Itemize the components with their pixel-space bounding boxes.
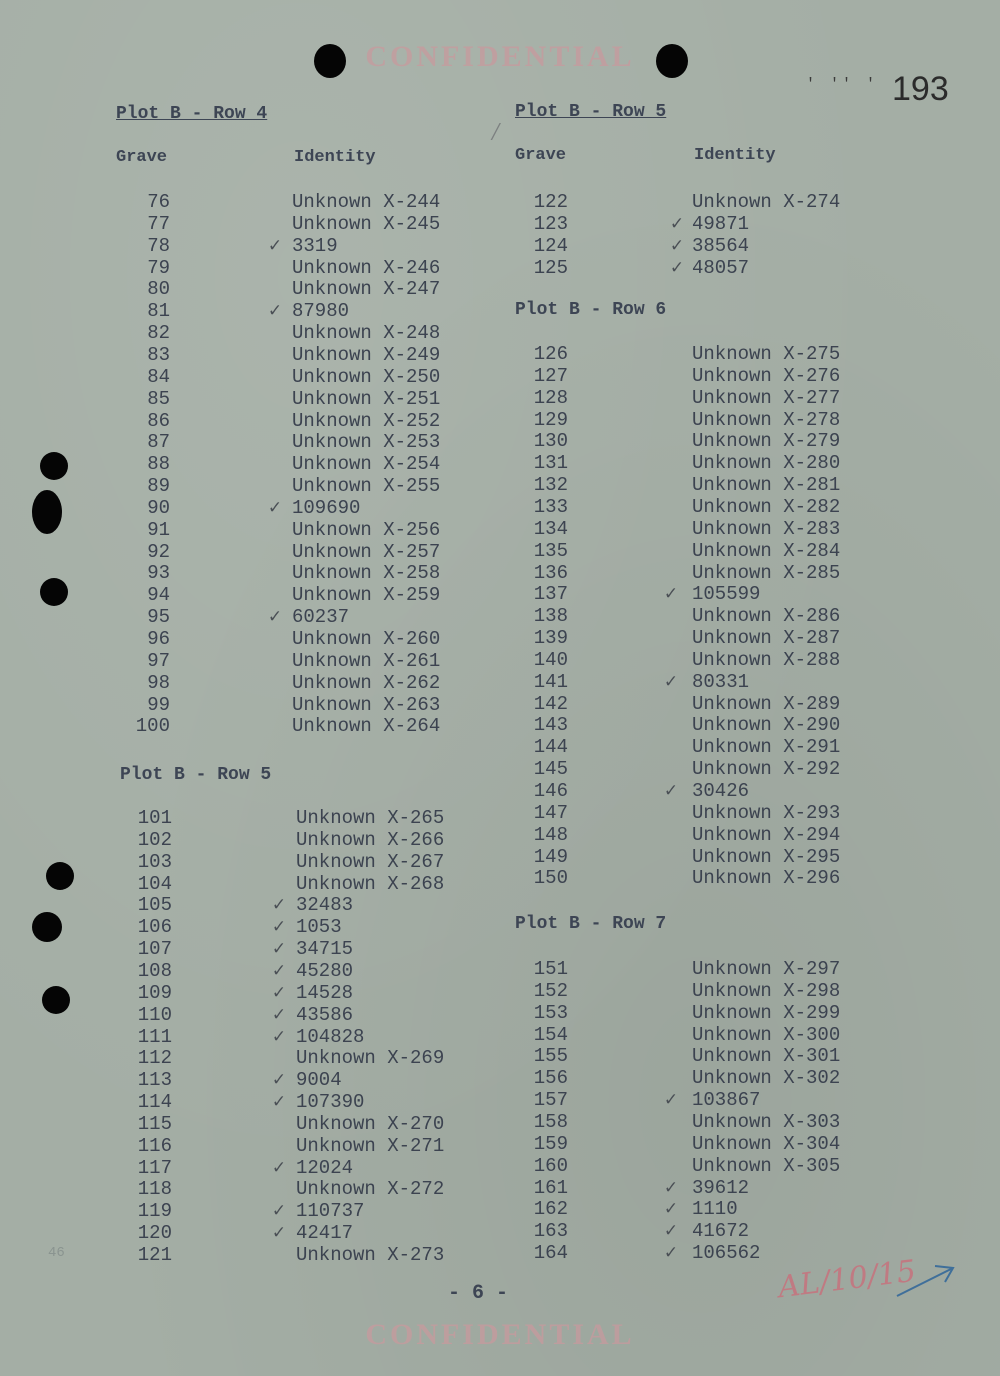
grave-number: 121 <box>137 1244 172 1266</box>
grave-number: 144 <box>533 736 568 759</box>
identity-value: Unknown X-275 <box>692 343 841 365</box>
identity-value: Unknown X-297 <box>692 958 841 980</box>
table-row <box>0 917 1000 938</box>
identity-value: 1110 <box>692 1198 738 1221</box>
identity-value: Unknown X-288 <box>692 648 841 671</box>
grave-number: 105 <box>137 894 172 917</box>
table-row <box>0 759 1000 780</box>
check-mark-icon: ✓ <box>271 982 287 1003</box>
identity-value: Unknown X-254 <box>292 453 441 476</box>
grave-number: 89 <box>147 475 170 498</box>
check-mark-icon: ✓ <box>663 671 679 692</box>
grave-number: 140 <box>533 648 568 671</box>
identity-value: Unknown X-262 <box>292 671 441 694</box>
identity-value: Unknown X-293 <box>692 801 841 824</box>
table-row <box>0 366 1000 387</box>
grave-number: 163 <box>533 1220 568 1243</box>
grave-number: 136 <box>533 561 568 584</box>
check-mark-icon: ✓ <box>267 301 283 322</box>
check-mark-icon: ✓ <box>271 1004 287 1025</box>
confidential-stamp-top: CONFIDENTIAL <box>365 40 635 73</box>
table-row <box>0 410 1000 431</box>
identity-value: Unknown X-304 <box>692 1132 841 1155</box>
check-mark-icon: ✓ <box>267 607 283 628</box>
grave-number: 101 <box>137 807 172 829</box>
grave-number: 158 <box>533 1110 568 1133</box>
identity-value: Unknown X-295 <box>692 845 841 868</box>
grave-number: 112 <box>137 1047 172 1070</box>
table-row <box>0 519 1000 540</box>
grave-number: 152 <box>533 979 568 1002</box>
check-mark-icon: ✓ <box>267 235 283 256</box>
identity-value: Unknown X-303 <box>692 1110 841 1133</box>
identity-value: Unknown X-301 <box>692 1045 841 1068</box>
identity-value: Unknown X-261 <box>292 649 441 672</box>
grave-number: 128 <box>533 386 568 409</box>
identity-value: 104828 <box>296 1025 365 1048</box>
identity-value: Unknown X-277 <box>692 386 841 409</box>
grave-number: 120 <box>137 1222 172 1245</box>
grave-number: 106 <box>137 916 172 939</box>
identity-value: Unknown X-287 <box>692 627 841 650</box>
table-row <box>0 781 1000 802</box>
grave-number: 162 <box>533 1198 568 1221</box>
identity-value: Unknown X-263 <box>292 693 441 716</box>
table-row <box>0 825 1000 846</box>
table-row <box>0 192 1000 213</box>
grave-number: 95 <box>147 606 170 629</box>
check-mark-icon: ✓ <box>663 584 679 605</box>
grave-number: 150 <box>533 867 568 890</box>
table-row <box>0 388 1000 409</box>
table-row <box>0 1156 1000 1177</box>
grave-number: 118 <box>137 1178 172 1201</box>
handwritten-initials: AL/10/15 <box>776 1253 918 1306</box>
check-mark-icon: ✓ <box>669 213 685 234</box>
page-number: - 6 - <box>448 1282 509 1305</box>
identity-value: Unknown X-267 <box>296 850 445 873</box>
identity-value: Unknown X-270 <box>296 1112 445 1135</box>
check-mark-icon: ✓ <box>663 1177 679 1198</box>
grave-number: 80 <box>147 278 170 301</box>
grave-number: 132 <box>533 474 568 497</box>
identity-value: Unknown X-265 <box>296 807 445 829</box>
grave-number: 155 <box>533 1045 568 1068</box>
right-section-row7: Plot B - Row 7 <box>515 914 667 934</box>
grave-number: 91 <box>147 518 170 541</box>
identity-value: Unknown X-280 <box>692 452 841 475</box>
grave-number: 85 <box>147 387 170 410</box>
table-row <box>0 279 1000 300</box>
table-row <box>0 497 1000 518</box>
grave-number: 122 <box>533 191 568 213</box>
grave-number: 113 <box>137 1069 172 1092</box>
table-row <box>0 563 1000 584</box>
grave-number: 145 <box>533 758 568 781</box>
margin-tick-marks: ' '' ' <box>806 76 879 93</box>
grave-number: 84 <box>147 365 170 388</box>
identity-value: 41672 <box>692 1220 750 1243</box>
table-row <box>0 672 1000 693</box>
right-header: Plot B - Row 5 <box>515 102 667 122</box>
grave-number: 99 <box>147 693 170 716</box>
identity-value: Unknown X-284 <box>692 539 841 562</box>
margin-note: 46 <box>48 1245 65 1261</box>
identity-value: Unknown X-249 <box>292 343 441 366</box>
grave-number: 127 <box>533 364 568 387</box>
grave-number: 108 <box>137 959 172 982</box>
punch-hole <box>314 44 346 78</box>
grave-number: 138 <box>533 605 568 628</box>
grave-number: 117 <box>137 1156 172 1179</box>
table-row <box>0 344 1000 365</box>
grave-number: 82 <box>147 322 170 345</box>
identity-value: Unknown X-251 <box>292 387 441 410</box>
grave-number: 110 <box>137 1003 172 1026</box>
identity-value: Unknown X-255 <box>292 475 441 498</box>
identity-value: Unknown X-269 <box>296 1047 445 1070</box>
grave-number: 114 <box>137 1091 172 1114</box>
table-row <box>0 606 1000 627</box>
identity-value: 107390 <box>296 1091 365 1114</box>
grave-number: 159 <box>533 1132 568 1155</box>
grave-number: 129 <box>533 408 568 431</box>
table-row <box>0 1112 1000 1133</box>
identity-value: Unknown X-299 <box>692 1001 841 1024</box>
grave-number: 98 <box>147 671 170 694</box>
table-row <box>0 803 1000 824</box>
identity-value: 9004 <box>296 1069 342 1092</box>
grave-number: 131 <box>533 452 568 475</box>
grave-number: 93 <box>147 562 170 585</box>
identity-value: Unknown X-260 <box>292 628 441 650</box>
table-row <box>0 847 1000 868</box>
check-mark-icon: ✓ <box>271 939 287 960</box>
identity-value: 30426 <box>692 780 750 802</box>
grave-number: 96 <box>147 628 170 650</box>
grave-number: 102 <box>137 828 172 851</box>
table-row <box>0 1134 1000 1155</box>
table-row <box>0 737 1000 758</box>
identity-value: Unknown X-274 <box>692 191 841 213</box>
table-row <box>0 323 1000 344</box>
sheet-number: 193 <box>892 70 949 108</box>
grave-number: 86 <box>147 409 170 432</box>
identity-value: Unknown X-247 <box>292 278 441 301</box>
table-row <box>0 1067 1000 1092</box>
grave-number: 148 <box>533 823 568 846</box>
table-row <box>0 1045 1000 1070</box>
grave-number: 126 <box>533 343 568 365</box>
identity-value: Unknown X-246 <box>292 256 441 279</box>
table-row <box>0 868 1000 889</box>
identity-value: Unknown X-276 <box>692 364 841 387</box>
grave-number: 76 <box>147 191 170 213</box>
table-row <box>0 431 1000 452</box>
left-header: Plot B - Row 4 <box>116 104 268 124</box>
grave-number: 109 <box>137 981 172 1004</box>
grave-number: 77 <box>147 212 170 235</box>
identity-value: Unknown X-296 <box>692 867 841 890</box>
table-row <box>0 1089 1000 1114</box>
check-mark-icon: ✓ <box>663 781 679 801</box>
table-row <box>0 959 1000 980</box>
identity-value: Unknown X-285 <box>692 561 841 584</box>
grave-number: 137 <box>533 583 568 606</box>
identity-value: Unknown X-250 <box>292 365 441 388</box>
grave-number: 88 <box>147 453 170 476</box>
identity-value: Unknown X-290 <box>692 714 841 737</box>
grave-number: 97 <box>147 649 170 672</box>
check-mark-icon: ✓ <box>663 1199 679 1220</box>
grave-number: 146 <box>533 780 568 802</box>
identity-value: 103867 <box>692 1089 761 1112</box>
grave-number: 157 <box>533 1089 568 1112</box>
identity-value: 32483 <box>296 894 354 917</box>
table-row <box>0 1220 1000 1245</box>
identity-value: Unknown X-245 <box>292 212 441 235</box>
table-row <box>0 584 1000 605</box>
grave-number: 134 <box>533 517 568 540</box>
grave-number: 92 <box>147 540 170 563</box>
identity-value: 42417 <box>296 1222 354 1245</box>
grave-number: 156 <box>533 1067 568 1090</box>
table-row <box>0 895 1000 916</box>
check-mark-icon: ✓ <box>271 1157 287 1178</box>
identity-value: Unknown X-271 <box>296 1134 445 1157</box>
grave-number: 125 <box>533 256 568 279</box>
identity-value: 38564 <box>692 234 750 257</box>
table-row <box>0 475 1000 496</box>
left-section-row5: Plot B - Row 5 <box>120 765 272 785</box>
identity-value: Unknown X-264 <box>292 715 441 738</box>
grave-number: 139 <box>533 627 568 650</box>
grave-number: 149 <box>533 845 568 868</box>
table-row <box>0 214 1000 235</box>
identity-value: 3319 <box>292 234 338 257</box>
table-row <box>0 236 1000 257</box>
table-row <box>0 715 1000 736</box>
identity-value: Unknown X-282 <box>692 495 841 518</box>
grave-number: 133 <box>533 495 568 518</box>
identity-value: Unknown X-266 <box>296 828 445 851</box>
grave-number: 79 <box>147 256 170 279</box>
identity-value: 45280 <box>296 959 354 982</box>
identity-value: Unknown X-294 <box>692 823 841 846</box>
grave-number: 94 <box>147 584 170 607</box>
identity-value: 110737 <box>296 1200 365 1223</box>
identity-value: Unknown X-256 <box>292 518 441 541</box>
left-col-identity: Identity <box>294 148 376 167</box>
grave-number: 164 <box>533 1242 568 1265</box>
grave-number: 124 <box>533 234 568 257</box>
identity-value: 34715 <box>296 938 354 961</box>
identity-value: Unknown X-286 <box>692 605 841 628</box>
identity-value: Unknown X-252 <box>292 409 441 432</box>
grave-number: 151 <box>533 958 568 980</box>
table-row <box>0 1003 1000 1024</box>
table-row <box>0 981 1000 1002</box>
grave-number: 83 <box>147 343 170 366</box>
identity-value: 48057 <box>692 256 750 279</box>
grave-number: 115 <box>137 1112 172 1135</box>
grave-number: 147 <box>533 801 568 824</box>
check-mark-icon: ✓ <box>663 1221 679 1242</box>
identity-value: Unknown X-273 <box>296 1244 445 1266</box>
identity-value: 39612 <box>692 1176 750 1199</box>
grave-number: 107 <box>137 938 172 961</box>
identity-value: Unknown X-259 <box>292 584 441 607</box>
identity-value: 14528 <box>296 981 354 1004</box>
identity-value: Unknown X-279 <box>692 430 841 453</box>
identity-value: Unknown X-248 <box>292 322 441 345</box>
identity-value: 106562 <box>692 1242 761 1265</box>
grave-number: 123 <box>533 212 568 235</box>
check-mark-icon: ✓ <box>267 497 283 518</box>
identity-value: 43586 <box>296 1003 354 1026</box>
identity-value: Unknown X-292 <box>692 758 841 781</box>
grave-number: 119 <box>137 1200 172 1223</box>
table-row <box>0 694 1000 715</box>
check-mark-icon: ✓ <box>271 895 287 916</box>
identity-value: Unknown X-268 <box>296 872 445 895</box>
table-row <box>0 650 1000 671</box>
confidential-stamp-bottom: CONFIDENTIAL <box>365 1318 635 1351</box>
grave-number: 87 <box>147 431 170 454</box>
table-row <box>0 1025 1000 1046</box>
identity-value: Unknown X-291 <box>692 736 841 759</box>
identity-value: Unknown X-278 <box>692 408 841 431</box>
grave-number: 160 <box>533 1154 568 1177</box>
identity-value: Unknown X-244 <box>292 191 441 213</box>
table-row <box>0 301 1000 322</box>
grave-number: 153 <box>533 1001 568 1024</box>
identity-value: 87980 <box>292 300 350 323</box>
grave-number: 116 <box>137 1134 172 1157</box>
check-mark-icon: ✓ <box>271 960 287 981</box>
table-row <box>0 1198 1000 1223</box>
identity-value: Unknown X-281 <box>692 474 841 497</box>
check-mark-icon: ✓ <box>663 1243 679 1264</box>
table-row <box>0 628 1000 649</box>
table-row <box>0 939 1000 960</box>
identity-value: Unknown X-258 <box>292 562 441 585</box>
grave-number: 143 <box>533 714 568 737</box>
grave-number: 141 <box>533 670 568 693</box>
check-mark-icon: ✓ <box>669 257 685 278</box>
identity-value: 80331 <box>692 670 750 693</box>
identity-value: 49871 <box>692 212 750 235</box>
identity-value: 109690 <box>292 496 361 519</box>
identity-value: Unknown X-253 <box>292 431 441 454</box>
identity-value: Unknown X-289 <box>692 692 841 715</box>
identity-value: Unknown X-305 <box>692 1154 841 1177</box>
check-mark-icon: ✓ <box>669 235 685 256</box>
check-mark-icon: ✓ <box>271 1201 287 1222</box>
identity-value: 1053 <box>296 916 342 939</box>
table-row <box>0 541 1000 562</box>
left-col-grave: Grave <box>116 148 168 167</box>
grave-number: 161 <box>533 1176 568 1199</box>
identity-value: 12024 <box>296 1156 354 1179</box>
identity-value: Unknown X-272 <box>296 1178 445 1201</box>
grave-number: 104 <box>137 872 172 895</box>
table-row <box>0 1178 1000 1199</box>
right-section-row6: Plot B - Row 6 <box>515 300 667 320</box>
pen-mark: ⁄ <box>488 118 504 148</box>
identity-value: Unknown X-257 <box>292 540 441 563</box>
grave-number: 78 <box>147 234 170 257</box>
grave-number: 135 <box>533 539 568 562</box>
grave-number: 81 <box>147 300 170 323</box>
grave-number: 130 <box>533 430 568 453</box>
table-row <box>0 258 1000 279</box>
grave-number: 142 <box>533 692 568 715</box>
check-mark-icon: ✓ <box>271 1092 287 1113</box>
check-mark-icon: ✓ <box>271 917 287 938</box>
check-mark-icon: ✓ <box>271 1070 287 1091</box>
identity-value: Unknown X-283 <box>692 517 841 540</box>
check-mark-icon: ✓ <box>663 1090 679 1111</box>
check-mark-icon: ✓ <box>271 1026 287 1047</box>
pen-stroke <box>895 1262 955 1302</box>
identity-value: 105599 <box>692 583 761 606</box>
identity-value: Unknown X-302 <box>692 1067 841 1090</box>
right-col-identity: Identity <box>694 146 776 165</box>
check-mark-icon: ✓ <box>271 1223 287 1244</box>
right-col-grave: Grave <box>515 146 567 165</box>
grave-number: 111 <box>137 1025 172 1048</box>
punch-hole <box>656 44 688 78</box>
identity-value: Unknown X-300 <box>692 1023 841 1046</box>
table-row <box>0 453 1000 474</box>
grave-number: 103 <box>137 850 172 873</box>
grave-number: 90 <box>147 496 170 519</box>
identity-value: Unknown X-298 <box>692 979 841 1002</box>
grave-number: 100 <box>135 715 170 738</box>
grave-number: 154 <box>533 1023 568 1046</box>
identity-value: 60237 <box>292 606 350 629</box>
